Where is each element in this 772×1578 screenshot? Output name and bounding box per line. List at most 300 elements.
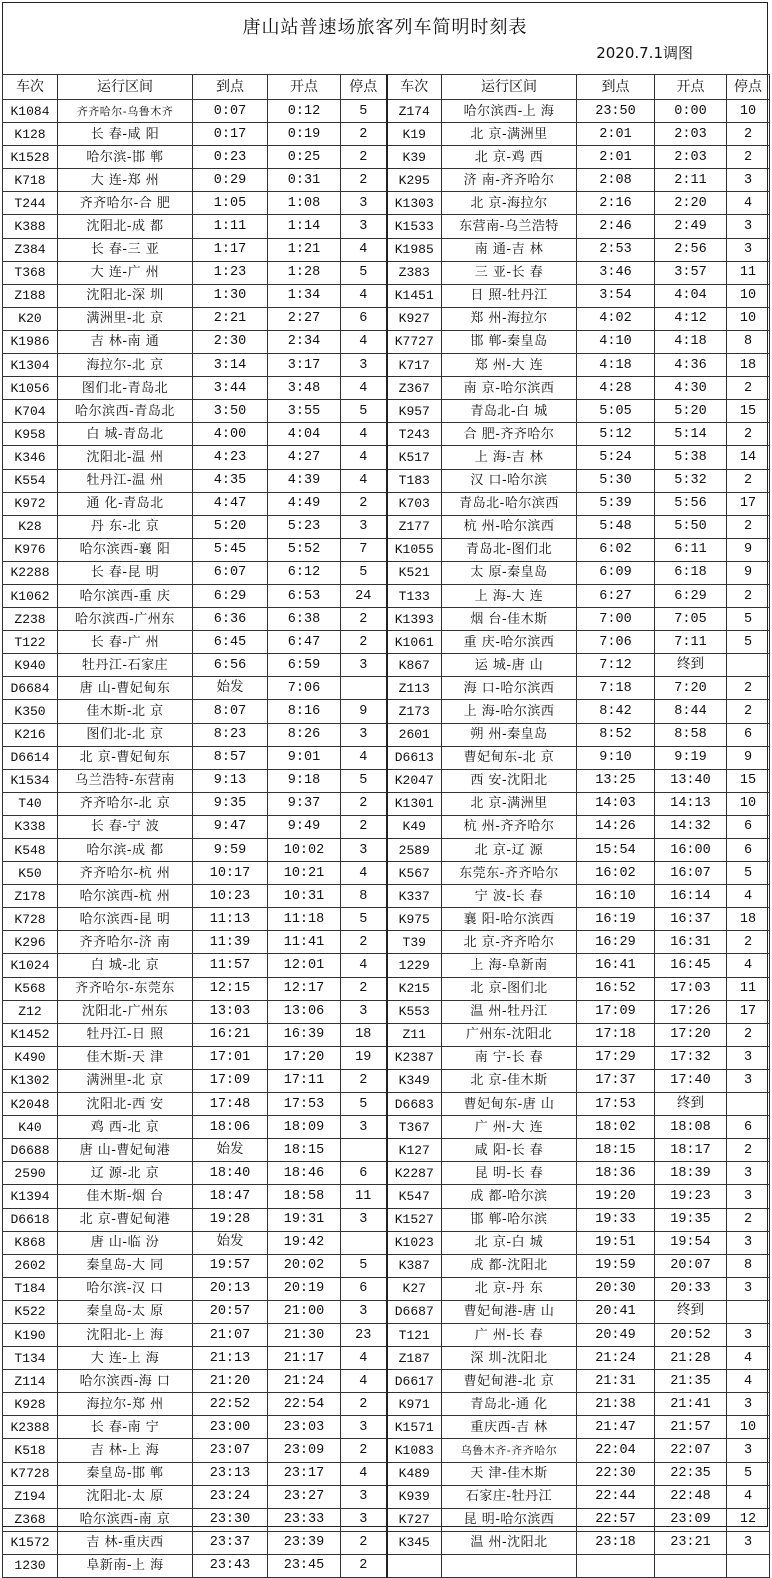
departure-time: 1:21 — [268, 238, 341, 261]
table-row — [3, 1508, 770, 1531]
arrival-time: 19:33 — [577, 1208, 655, 1231]
header-train-no: 车次 — [387, 75, 442, 100]
route: 上 海-哈尔滨西 — [442, 700, 577, 723]
route: 吉 林-南 通 — [58, 330, 193, 353]
arrival-time: 19:28 — [193, 1208, 268, 1231]
arrival-time: 22:57 — [577, 1508, 655, 1531]
arrival-time: 7:18 — [577, 677, 655, 700]
arrival-time: 5:12 — [577, 423, 655, 446]
train-number: K518 — [3, 1439, 58, 1462]
table-row — [3, 1139, 770, 1162]
route: 曹妃甸港-北 京 — [442, 1370, 577, 1393]
train-number: K50 — [3, 862, 58, 885]
route: 曹妃甸东-唐 山 — [442, 1093, 577, 1116]
route — [442, 1554, 577, 1577]
route: 沈阳北-深 圳 — [58, 284, 193, 307]
arrival-time: 7:00 — [577, 608, 655, 631]
stop-minutes: 9 — [727, 561, 770, 584]
arrival-time: 6:09 — [577, 561, 655, 584]
arrival-time: 13:25 — [577, 769, 655, 792]
route: 深 圳-沈阳北 — [442, 1347, 577, 1370]
train-number: K2388 — [3, 1416, 58, 1439]
stop-minutes: 3 — [341, 1000, 387, 1023]
stop-minutes — [341, 677, 387, 700]
train-number: T243 — [387, 423, 442, 446]
departure-time: 6:53 — [268, 584, 341, 607]
stop-minutes: 3 — [727, 238, 770, 261]
route: 辽 源-北 京 — [58, 1162, 193, 1185]
route: 邯 郸-秦皇岛 — [442, 330, 577, 353]
departure-time: 23:17 — [268, 1462, 341, 1485]
arrival-time: 2:16 — [577, 192, 655, 215]
departure-time: 3:48 — [268, 377, 341, 400]
stop-minutes: 2 — [727, 677, 770, 700]
departure-time: 1:14 — [268, 215, 341, 238]
stop-minutes: 4 — [727, 1347, 770, 1370]
departure-time: 23:39 — [268, 1531, 341, 1554]
stop-minutes: 10 — [727, 100, 770, 123]
train-number: K1393 — [387, 608, 442, 631]
table-row — [3, 492, 770, 515]
table-row — [3, 1046, 770, 1069]
route: 宁 波-长 春 — [442, 885, 577, 908]
departure-time: 23:09 — [268, 1439, 341, 1462]
arrival-time: 4:28 — [577, 377, 655, 400]
table-row — [3, 977, 770, 1000]
table-row — [3, 538, 770, 561]
departure-time: 19:23 — [655, 1185, 727, 1208]
stop-minutes: 18 — [341, 1023, 387, 1046]
route: 北 京-齐齐哈尔 — [442, 931, 577, 954]
stop-minutes: 2 — [341, 815, 387, 838]
route: 襄 阳-哈尔滨西 — [442, 908, 577, 931]
route: 齐齐哈尔-东莞东 — [58, 977, 193, 1000]
train-number: K2287 — [387, 1162, 442, 1185]
train-number: K975 — [387, 908, 442, 931]
departure-time: 1:34 — [268, 284, 341, 307]
stop-minutes: 8 — [341, 885, 387, 908]
stop-minutes: 4 — [341, 862, 387, 885]
route: 齐齐哈尔-乌鲁木齐 — [58, 100, 193, 123]
train-number: T134 — [3, 1347, 58, 1370]
train-number: K28 — [3, 515, 58, 538]
stop-minutes: 4 — [341, 954, 387, 977]
arrival-time: 22:52 — [193, 1393, 268, 1416]
train-number: K19 — [387, 123, 442, 146]
stop-minutes: 2 — [727, 123, 770, 146]
header-train-no: 车次 — [3, 75, 58, 100]
route: 昆 明-长 春 — [442, 1162, 577, 1185]
train-number: K216 — [3, 723, 58, 746]
arrival-time: 17:09 — [193, 1069, 268, 1092]
header-stop-minutes: 停点 — [727, 75, 770, 100]
stop-minutes: 2 — [727, 377, 770, 400]
route: 佳木斯-烟 台 — [58, 1185, 193, 1208]
stop-minutes: 2 — [341, 492, 387, 515]
train-number: K1571 — [387, 1416, 442, 1439]
train-number: K1527 — [387, 1208, 442, 1231]
arrival-time: 21:38 — [577, 1393, 655, 1416]
route: 牡丹江-石家庄 — [58, 654, 193, 677]
route: 哈尔滨西-广州东 — [58, 608, 193, 631]
train-number: K49 — [387, 815, 442, 838]
arrival-time: 9:13 — [193, 769, 268, 792]
train-number: K718 — [3, 169, 58, 192]
train-number: K1534 — [3, 769, 58, 792]
train-number: K939 — [387, 1485, 442, 1508]
table-row — [3, 1069, 770, 1092]
route: 齐齐哈尔-济 南 — [58, 931, 193, 954]
stop-minutes: 11 — [727, 977, 770, 1000]
train-number: K521 — [387, 561, 442, 584]
stop-minutes: 5 — [341, 1254, 387, 1277]
stop-minutes: 5 — [727, 862, 770, 885]
route: 大 连-郑 州 — [58, 169, 193, 192]
departure-time: 6:29 — [655, 584, 727, 607]
arrival-time: 23:30 — [193, 1508, 268, 1531]
train-number: Z238 — [3, 608, 58, 631]
route: 北 京-曹妃甸东 — [58, 746, 193, 769]
route: 青岛北-通 化 — [442, 1393, 577, 1416]
route: 太 原-秦皇岛 — [442, 561, 577, 584]
stop-minutes: 4 — [341, 284, 387, 307]
train-number: 1230 — [3, 1554, 58, 1577]
departure-time: 5:56 — [655, 492, 727, 515]
route: 吉 林-重庆西 — [58, 1531, 193, 1554]
departure-time: 6:38 — [268, 608, 341, 631]
route: 齐齐哈尔-杭 州 — [58, 862, 193, 885]
departure-time: 2:34 — [268, 330, 341, 353]
route: 汉 口-哈尔滨 — [442, 469, 577, 492]
departure-time: 终到 — [655, 1300, 727, 1323]
table-row — [3, 307, 770, 330]
train-number: K1304 — [3, 354, 58, 377]
departure-time: 8:26 — [268, 723, 341, 746]
arrival-time: 18:36 — [577, 1162, 655, 1185]
arrival-time: 0:07 — [193, 100, 268, 123]
arrival-time: 1:23 — [193, 261, 268, 284]
departure-time: 9:01 — [268, 746, 341, 769]
arrival-time: 2:08 — [577, 169, 655, 192]
stop-minutes: 3 — [727, 1162, 770, 1185]
departure-time: 16:07 — [655, 862, 727, 885]
route: 温 州-牡丹江 — [442, 1000, 577, 1023]
stop-minutes: 4 — [727, 1370, 770, 1393]
table-row — [3, 1277, 770, 1300]
train-number: K957 — [387, 400, 442, 423]
arrival-time: 22:30 — [577, 1462, 655, 1485]
stop-minutes: 6 — [727, 1116, 770, 1139]
arrival-time: 22:44 — [577, 1485, 655, 1508]
train-number: K927 — [387, 307, 442, 330]
stop-minutes: 4 — [341, 746, 387, 769]
table-row — [3, 584, 770, 607]
train-number: K1985 — [387, 238, 442, 261]
route: 南 通-吉 林 — [442, 238, 577, 261]
route: 乌鲁木齐-齐齐哈尔 — [442, 1439, 577, 1462]
route: 朔 州-秦皇岛 — [442, 723, 577, 746]
stop-minutes: 2 — [341, 1531, 387, 1554]
departure-time: 14:32 — [655, 815, 727, 838]
arrival-time: 5:05 — [577, 400, 655, 423]
arrival-time: 13:03 — [193, 1000, 268, 1023]
departure-time: 13:40 — [655, 769, 727, 792]
route: 成 都-哈尔滨 — [442, 1185, 577, 1208]
stop-minutes: 3 — [341, 515, 387, 538]
stop-minutes: 4 — [341, 1462, 387, 1485]
stop-minutes: 5 — [727, 1462, 770, 1485]
table-row — [3, 908, 770, 931]
arrival-time: 4:23 — [193, 446, 268, 469]
train-number: K27 — [387, 1277, 442, 1300]
departure-time: 2:03 — [655, 146, 727, 169]
departure-time: 0:12 — [268, 100, 341, 123]
arrival-time: 0:17 — [193, 123, 268, 146]
stop-minutes: 3 — [727, 1185, 770, 1208]
stop-minutes: 2 — [727, 1023, 770, 1046]
table-row — [3, 1416, 770, 1439]
table-row — [3, 1254, 770, 1277]
train-number: T244 — [3, 192, 58, 215]
departure-time: 14:13 — [655, 792, 727, 815]
table-row — [3, 746, 770, 769]
departure-time: 4:27 — [268, 446, 341, 469]
train-number: K128 — [3, 123, 58, 146]
stop-minutes: 5 — [727, 631, 770, 654]
table-row — [3, 954, 770, 977]
train-number: T122 — [3, 631, 58, 654]
route: 长 春-广 州 — [58, 631, 193, 654]
arrival-time: 2:01 — [577, 146, 655, 169]
arrival-time: 18:15 — [577, 1139, 655, 1162]
train-number: K717 — [387, 354, 442, 377]
arrival-time: 17:37 — [577, 1069, 655, 1092]
stop-minutes: 3 — [727, 1046, 770, 1069]
departure-time: 16:39 — [268, 1023, 341, 1046]
arrival-time: 11:13 — [193, 908, 268, 931]
train-number: 2590 — [3, 1162, 58, 1185]
stop-minutes: 4 — [341, 469, 387, 492]
train-number: T368 — [3, 261, 58, 284]
train-number: K1301 — [387, 792, 442, 815]
arrival-time: 4:18 — [577, 354, 655, 377]
route: 长 春-昆 明 — [58, 561, 193, 584]
route: 曹妃甸港-唐 山 — [442, 1300, 577, 1323]
route: 烟 台-佳木斯 — [442, 608, 577, 631]
route: 青岛北-白 城 — [442, 400, 577, 423]
departure-time: 2:11 — [655, 169, 727, 192]
arrival-time: 21:47 — [577, 1416, 655, 1439]
table-row — [3, 1393, 770, 1416]
table-row — [3, 1462, 770, 1485]
train-number: K867 — [387, 654, 442, 677]
departure-time: 21:24 — [268, 1370, 341, 1393]
arrival-time: 5:24 — [577, 446, 655, 469]
departure-time: 6:12 — [268, 561, 341, 584]
arrival-time: 23:24 — [193, 1485, 268, 1508]
route: 重庆西-吉 林 — [442, 1416, 577, 1439]
route: 广 州-大 连 — [442, 1116, 577, 1139]
train-number: K350 — [3, 700, 58, 723]
arrival-time: 17:48 — [193, 1093, 268, 1116]
arrival-time: 8:07 — [193, 700, 268, 723]
route: 齐齐哈尔-北 京 — [58, 792, 193, 815]
arrival-time: 8:52 — [577, 723, 655, 746]
header-arrival: 到点 — [193, 75, 268, 100]
stop-minutes: 2 — [341, 1069, 387, 1092]
table-row — [3, 215, 770, 238]
arrival-time: 6:45 — [193, 631, 268, 654]
table-row — [3, 1162, 770, 1185]
table-row — [3, 1531, 770, 1554]
train-number: D6613 — [387, 746, 442, 769]
stop-minutes: 3 — [727, 1069, 770, 1092]
route: 齐齐哈尔-合 肥 — [58, 192, 193, 215]
arrival-time: 4:35 — [193, 469, 268, 492]
arrival-time: 6:29 — [193, 584, 268, 607]
route: 阜新南-上 海 — [58, 1554, 193, 1577]
stop-minutes: 15 — [727, 400, 770, 423]
departure-time: 0:31 — [268, 169, 341, 192]
route: 哈尔滨-成 都 — [58, 839, 193, 862]
stop-minutes: 9 — [341, 700, 387, 723]
route: 大 连-上 海 — [58, 1347, 193, 1370]
header-departure: 开点 — [268, 75, 341, 100]
stop-minutes: 3 — [727, 1393, 770, 1416]
departure-time: 17:03 — [655, 977, 727, 1000]
arrival-time: 19:51 — [577, 1231, 655, 1254]
stop-minutes: 9 — [727, 746, 770, 769]
stop-minutes: 2 — [341, 1554, 387, 1577]
arrival-time: 2:46 — [577, 215, 655, 238]
train-number: K868 — [3, 1231, 58, 1254]
train-number: K2387 — [387, 1046, 442, 1069]
arrival-time: 16:10 — [577, 885, 655, 908]
stop-minutes: 3 — [727, 1531, 770, 1554]
route: 北 京-图们北 — [442, 977, 577, 1000]
route: 佳木斯-天 津 — [58, 1046, 193, 1069]
stop-minutes: 15 — [727, 769, 770, 792]
departure-time: 5:52 — [268, 538, 341, 561]
table-row — [3, 469, 770, 492]
table-row — [3, 1023, 770, 1046]
train-number: Z173 — [387, 700, 442, 723]
stop-minutes: 4 — [341, 1347, 387, 1370]
arrival-time: 始发 — [193, 1231, 268, 1254]
route: 沈阳北-温 州 — [58, 446, 193, 469]
table-row — [3, 1185, 770, 1208]
route: 沈阳北-上 海 — [58, 1323, 193, 1346]
departure-time: 17:11 — [268, 1069, 341, 1092]
timetable-body — [3, 100, 770, 1578]
arrival-time: 8:42 — [577, 700, 655, 723]
departure-time: 20:02 — [268, 1254, 341, 1277]
stop-minutes: 3 — [341, 1116, 387, 1139]
table-row — [3, 330, 770, 353]
route: 郑 州-海拉尔 — [442, 307, 577, 330]
stop-minutes: 17 — [727, 1000, 770, 1023]
train-number: K1533 — [387, 215, 442, 238]
stop-minutes: 2 — [341, 1393, 387, 1416]
departure-time: 19:35 — [655, 1208, 727, 1231]
route: 通 化-青岛北 — [58, 492, 193, 515]
table-row — [3, 123, 770, 146]
departure-time: 10:02 — [268, 839, 341, 862]
table-row — [3, 238, 770, 261]
stop-minutes: 2 — [341, 931, 387, 954]
stop-minutes: 2 — [727, 146, 770, 169]
stop-minutes: 4 — [727, 1485, 770, 1508]
route: 北 京-海拉尔 — [442, 192, 577, 215]
train-number: Z187 — [387, 1347, 442, 1370]
departure-time: 18:46 — [268, 1162, 341, 1185]
table-row — [3, 631, 770, 654]
stop-minutes: 5 — [341, 908, 387, 931]
train-number: K1062 — [3, 584, 58, 607]
departure-time: 16:14 — [655, 885, 727, 908]
train-number: K2048 — [3, 1093, 58, 1116]
departure-time: 9:49 — [268, 815, 341, 838]
route: 哈尔滨西-杭 州 — [58, 885, 193, 908]
route: 唐 山-曹妃甸东 — [58, 677, 193, 700]
departure-time: 19:42 — [268, 1231, 341, 1254]
stop-minutes: 6 — [727, 723, 770, 746]
departure-time: 4:49 — [268, 492, 341, 515]
header-stop-minutes: 停点 — [341, 75, 387, 100]
arrival-time: 3:44 — [193, 377, 268, 400]
route: 图们北-北 京 — [58, 723, 193, 746]
stop-minutes: 4 — [727, 954, 770, 977]
departure-time: 10:31 — [268, 885, 341, 908]
page-title: 唐山站普速场旅客列车简明时刻表 — [242, 17, 528, 38]
departure-time: 8:44 — [655, 700, 727, 723]
table-row — [3, 446, 770, 469]
departure-time: 10:21 — [268, 862, 341, 885]
stop-minutes: 18 — [727, 908, 770, 931]
train-number: K349 — [387, 1069, 442, 1092]
arrival-time: 3:54 — [577, 284, 655, 307]
arrival-time: 0:29 — [193, 169, 268, 192]
table-row — [3, 377, 770, 400]
stop-minutes: 6 — [341, 1277, 387, 1300]
departure-time: 1:28 — [268, 261, 341, 284]
stop-minutes: 3 — [727, 169, 770, 192]
train-number — [387, 1554, 442, 1577]
departure-time: 22:48 — [655, 1485, 727, 1508]
arrival-time: 18:02 — [577, 1116, 655, 1139]
train-number: K928 — [3, 1393, 58, 1416]
train-number: K727 — [387, 1508, 442, 1531]
arrival-time: 9:10 — [577, 746, 655, 769]
arrival-time: 21:20 — [193, 1370, 268, 1393]
route: 长 春-咸 阳 — [58, 123, 193, 146]
departure-time: 17:40 — [655, 1069, 727, 1092]
stop-minutes: 18 — [727, 354, 770, 377]
train-number: K215 — [387, 977, 442, 1000]
route: 吉 林-上 海 — [58, 1439, 193, 1462]
route: 北 京-辽 源 — [442, 839, 577, 862]
departure-time: 0:19 — [268, 123, 341, 146]
train-number: K728 — [3, 908, 58, 931]
train-number: K295 — [387, 169, 442, 192]
arrival-time: 20:57 — [193, 1300, 268, 1323]
route: 运 城-唐 山 — [442, 654, 577, 677]
table-row — [3, 608, 770, 631]
table-row — [3, 885, 770, 908]
train-number: D6684 — [3, 677, 58, 700]
departure-time: 6:11 — [655, 538, 727, 561]
departure-time: 20:19 — [268, 1277, 341, 1300]
